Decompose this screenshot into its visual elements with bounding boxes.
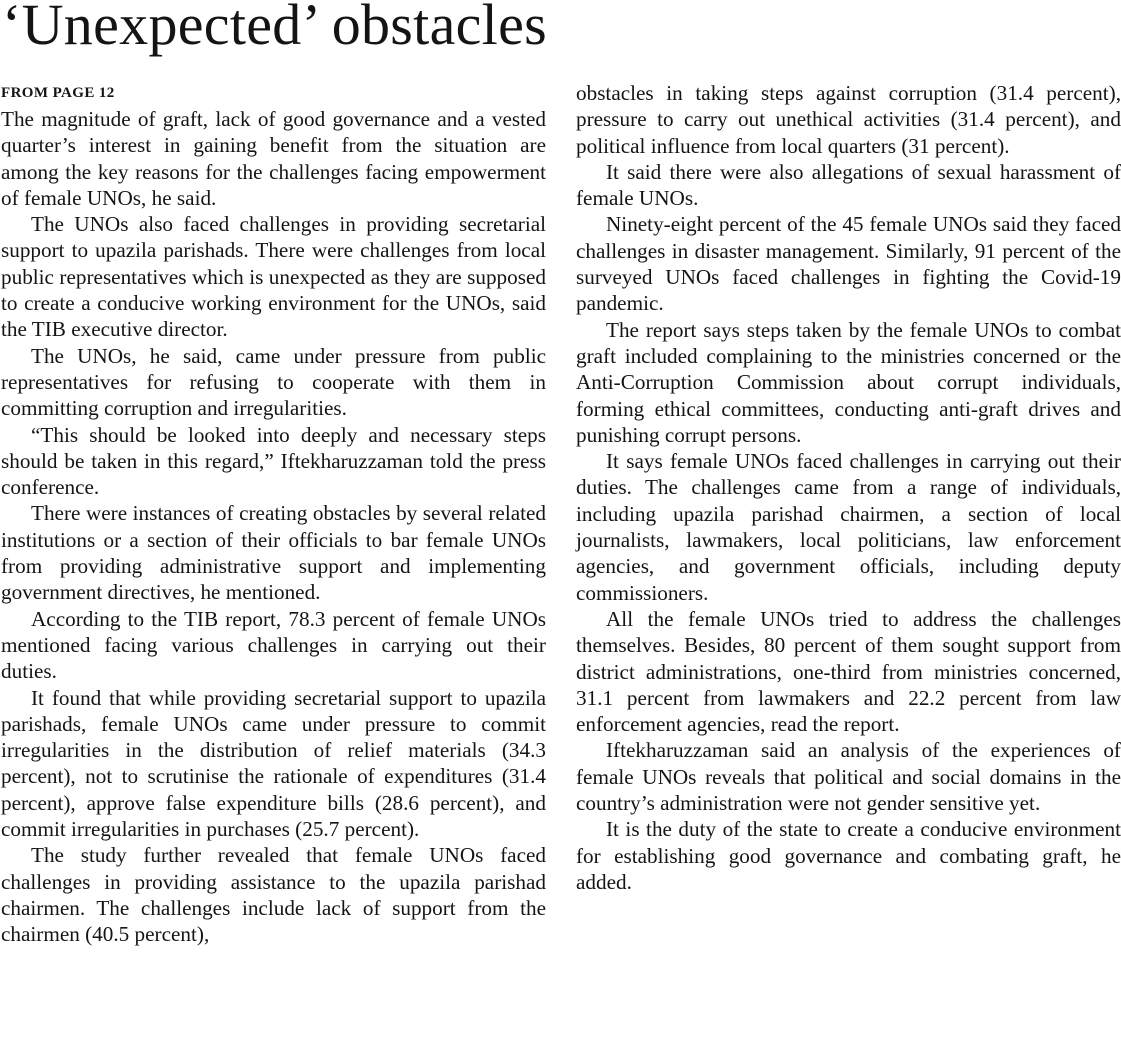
paragraph: Ninety-eight percent of the 45 female UNOs said they faced challenges in disaster management. Similarly, 91 percent of the surveyed UNOs faced challenges in fighting the Covid-19 pandemic. [576,212,1121,316]
article-column-right [576,80,1121,895]
paragraph: Iftekharuzzaman said an analysis of the experiences of female UNOs reveals that political and social domains in the country’s administration were not gender sensitive yet. [576,738,1121,816]
paragraph: All the female UNOs tried to address the challenges themselves. Besides, 80 percent of them sought support from district administrations, one-third from ministries concerned, 31.1 percent from lawmakers and 22.2 percent from law enforcement agencies, read the report. [576,606,1121,737]
paragraph: obstacles in taking steps against corruption (31.4 percent), pressure to carry out unethical activities (31.4 percent), and political influence from local quarters (31 percent). [576,81,1121,158]
paragraph: The magnitude of graft, lack of good governance and a vested quarter’s interest in gaining benefit from the situation are among the key reasons for the challenges facing empowerment of female UNOs, he said. [1,107,546,210]
article-column-left [1,80,546,948]
paragraph: It is the duty of the state to create a conducive environment for establishing good governance and combating graft, he added. [576,817,1121,894]
paragraph: The UNOs, he said, came under pressure from public representatives for refusing to cooperate with them in committing corruption and irregularities. [1,343,546,421]
paragraph: It said there were also allegations of sexual harassment of female UNOs. [576,159,1121,211]
paragraph: “This should be looked into deeply and necessary steps should be taken in this regard,” Iftekharuzzaman told the press conference. [1,422,546,500]
headline: ‘Unexpected’ obstacles [2,0,547,57]
paragraph: It found that while providing secretarial support to upazila parishads, female UNOs came under pressure to commit irregularities in the distribution of relief materials (34.3 percent), not to scrutinise the rationale of expenditures (31.4 percent), approve false expenditure bills (28.6 percent), and commit irregularities in purchases (25.7 percent). [1,685,546,842]
paragraph: The report says steps taken by the female UNOs to combat graft included complaining to the ministries concerned or the Anti-Corruption Commission about corrupt individuals, forming ethical committees, conducting anti-graft drives and punishing corrupt persons. [576,317,1121,447]
paragraph: There were instances of creating obstacles by several related institutions or a section of their officials to bar female UNOs from providing administrative support and implementing government directives, he mentioned. [1,501,546,605]
paragraph: The UNOs also faced challenges in providing secretarial support to upazila parishads. There were challenges from local public representatives which is unexpected as they are supposed to create a conducive working environment for the UNOs, said the TIB executive director. [1,212,546,342]
continued-from-label: FROM PAGE 12 [1,85,115,101]
paragraph: According to the TIB report, 78.3 percent of female UNOs mentioned facing various challenges in carrying out their duties. [1,606,546,684]
paragraph: The study further revealed that female UNOs faced challenges in providing assistance to the upazila parishad chairmen. The challenges include lack of support from the chairmen (40.5 percent), [1,843,546,947]
paragraph: It says female UNOs faced challenges in carrying out their duties. The challenges came from a range of individuals, including upazila parishad chairmen, a section of local journalists, lawmakers, local politicians, law enforcement agencies, and government officials, including deputy commissioners. [576,449,1121,605]
